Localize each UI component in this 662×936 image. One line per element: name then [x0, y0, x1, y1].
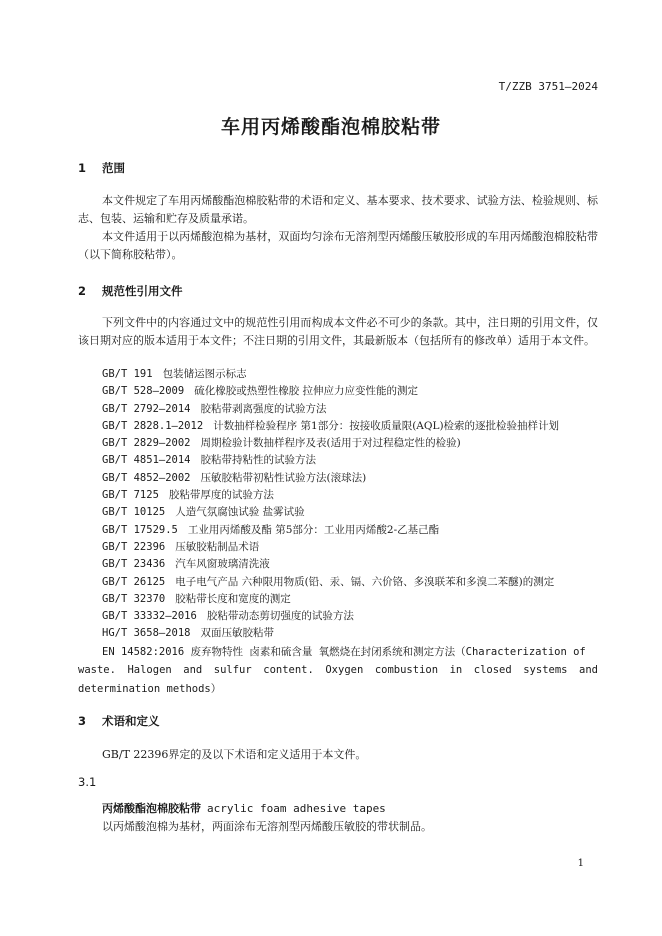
- reference-item: GB/T 33332—2016 胶粘带动态剪切强度的试验方法: [102, 610, 354, 623]
- section-number: 2: [78, 284, 87, 298]
- section-2-heading: [78, 283, 183, 299]
- section-1-heading: [78, 160, 125, 176]
- reference-item: HG/T 3658—2018 双面压敏胶粘带: [102, 627, 275, 640]
- page-title: 车用丙烯酸酯泡棉胶粘带: [220, 116, 441, 138]
- scope-paragraph-1: 本文件规定了车用丙烯酸酯泡棉胶粘带的术语和定义、基本要求、技术要求、试验方法、检验规则、标志、包装、运输和贮存及质量承诺。: [78, 194, 598, 225]
- section-3-heading: [78, 713, 160, 729]
- terms-intro: GB/T 22396界定的及以下术语和定义适用于本文件。: [102, 748, 367, 761]
- reference-item: GB/T 4852—2002 压敏胶粘带初粘性试验方法(滚球法): [102, 471, 367, 484]
- reference-item: GB/T 528—2009 硫化橡胶或热塑性橡胶 拉伸应力应变性能的测定: [102, 385, 419, 398]
- reference-item: GB/T 2828.1—2012 计数抽样检验程序 第1部分：按接收质量限(AQL)检索的逐批检验抽样计划: [102, 419, 560, 432]
- scope-paragraph-2: 本文件适用于以丙烯酸泡棉为基材，双面均匀涂布无溶剂型丙烯酸压敏胶形成的车用丙烯酸泡棉胶粘带（以下简称胶粘带）。: [78, 230, 598, 261]
- section-title: 规范性引用文件: [102, 284, 183, 298]
- document-code: T/ZZB 3751—2024: [498, 80, 598, 93]
- section-title: 范围: [102, 161, 126, 175]
- reference-item: GB/T 2792—2014 胶粘带剥离强度的试验方法: [102, 402, 327, 415]
- reference-item: GB/T 32370 胶粘带长度和宽度的测定: [102, 592, 291, 605]
- reference-item: GB/T 22396 压敏胶粘制品术语: [102, 540, 260, 553]
- reference-item: GB/T 2829—2002 周期检验计数抽样程序及表(适用于对过程稳定性的检验): [102, 437, 461, 450]
- reference-list: [102, 366, 602, 643]
- references-intro: 下列文件中的内容通过文中的规范性引用而构成本文件必不可少的条款。其中，注日期的引用文件，仅该日期对应的版本适用于本文件；不注日期的引用文件，其最新版本（包括所有的修改单）适用于本文件。: [78, 316, 598, 347]
- reference-item: GB/T 191 包装储运图示标志: [102, 368, 247, 380]
- reference-item: GB/T 10125 人造气氛腐蚀试验 盐雾试验: [102, 506, 305, 519]
- section-number: 1: [78, 161, 87, 175]
- reference-item: GB/T 26125 电子电气产品 六种限用物质(铅、汞、镉、六价铬、多溴联苯和多溴二苯醚)的测定: [102, 575, 555, 588]
- term-english: acrylic foam adhesive tapes: [207, 802, 386, 815]
- section-title: 术语和定义: [102, 714, 160, 728]
- section-number: 3: [78, 714, 87, 728]
- reference-item-en-line2: waste. Halogen and sulfur content. Oxygen combustion in closed systems and determination methods）: [78, 664, 598, 695]
- term-definition: 以丙烯酸泡棉为基材，两面涂布无溶剂型丙烯酸压敏胶的带状制品。: [102, 820, 432, 833]
- reference-item: GB/T 17529.5 工业用丙烯酸及酯 第5部分：工业用丙烯酸2-乙基己酯: [102, 523, 440, 536]
- reference-item: GB/T 4851—2014 胶粘带持粘性的试验方法: [102, 454, 317, 467]
- term-entry: [102, 800, 386, 816]
- reference-item: GB/T 7125 胶粘带厚度的试验方法: [102, 489, 274, 502]
- subsection-number: 3.1: [78, 775, 97, 789]
- reference-item-en-line1: EN 14582:2016 废弃物特性 卤素和硫含量 氧燃烧在封闭系统和测定方法（Characterization of: [102, 646, 586, 658]
- page-number: 1: [577, 858, 584, 869]
- reference-item: GB/T 23436 汽车风窗玻璃清洗液: [102, 558, 270, 571]
- term-chinese: 丙烯酸酯泡棉胶粘带: [102, 802, 201, 815]
